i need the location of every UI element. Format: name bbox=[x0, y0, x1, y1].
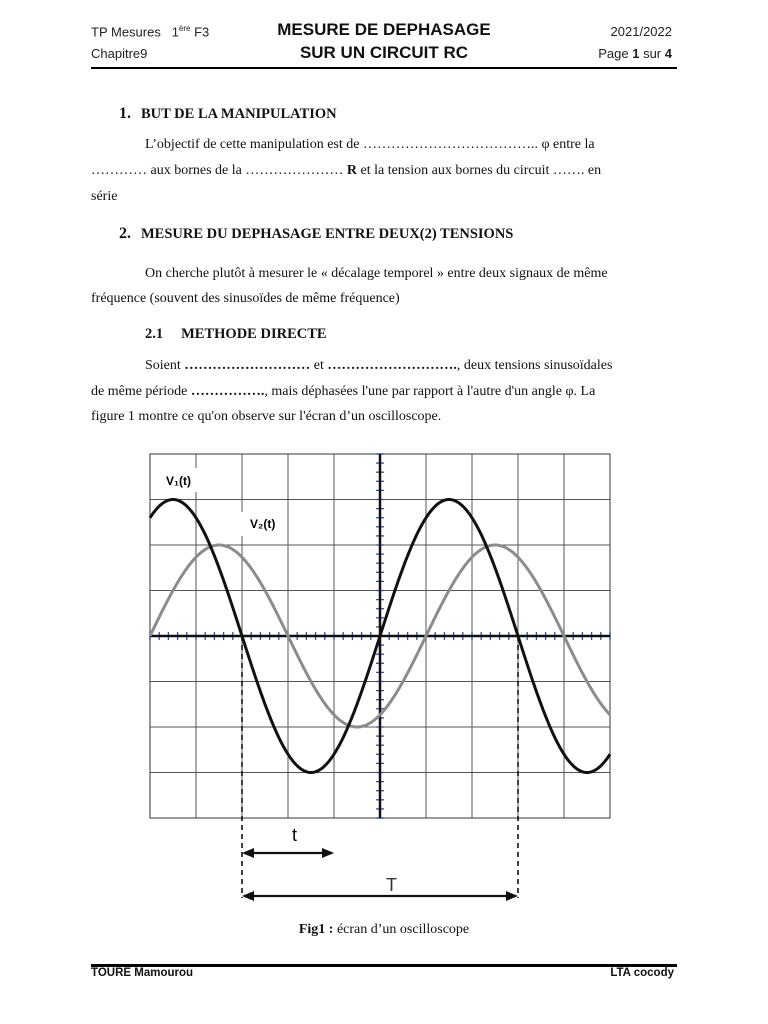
section21-line1 bbox=[145, 353, 612, 379]
caption-label: Fig1 : bbox=[298, 922, 334, 937]
section1-line3: série bbox=[91, 189, 118, 204]
section2-heading bbox=[119, 225, 513, 243]
section21-line2 bbox=[91, 379, 595, 405]
section21-line1-pre: Soient bbox=[145, 358, 185, 373]
footer-school: LTA cocody bbox=[610, 967, 674, 979]
section2-line1: On cherche plutôt à mesurer le « décalage temporel » entre deux signaux de même bbox=[145, 266, 608, 281]
section21-line3: figure 1 montre ce qu'on observe sur l'écran d’un oscilloscope. bbox=[91, 409, 442, 424]
header-title-line2: SUR UN CIRCUIT RC bbox=[299, 43, 469, 62]
header-rule bbox=[91, 67, 677, 69]
t-label: t bbox=[292, 825, 298, 845]
header-year: 2021/2022 bbox=[610, 24, 672, 39]
header-level-number: 1 bbox=[171, 24, 179, 40]
section1-line1: L’objectif de cette manipulation est de ……………………………….. φ entre la bbox=[145, 137, 595, 152]
page-number: 1 bbox=[632, 46, 640, 61]
T-arrow-head-right bbox=[506, 891, 518, 901]
section21-blank1: ……………………… bbox=[184, 358, 311, 373]
section2-number: 2. bbox=[119, 225, 131, 242]
header-title-line1: MESURE DE DEPHASAGE bbox=[277, 20, 491, 39]
oscilloscope-figure bbox=[0, 440, 768, 910]
header-chapter: Chapitre9 bbox=[91, 46, 148, 61]
v1-label: V₁(t) bbox=[166, 474, 191, 488]
section21-blank3: ……………. bbox=[190, 384, 265, 399]
section21-title: METHODE DIRECTE bbox=[181, 326, 327, 342]
T-arrow-head-left bbox=[242, 891, 254, 901]
section1-line2-bold: R bbox=[346, 163, 357, 178]
section2-line2: fréquence (souvent des sinusoïdes de même fréquence) bbox=[91, 291, 400, 306]
header-page bbox=[598, 46, 672, 61]
section21-line2-post: , mais déphasées l'une par rapport à l'autre d'un angle φ. La bbox=[264, 384, 596, 399]
section2-title: MESURE DU DEPHASAGE ENTRE DEUX(2) TENSIONS bbox=[141, 226, 514, 242]
header-class: F3 bbox=[190, 24, 210, 40]
section21-number: 2.1 bbox=[145, 326, 164, 342]
footer-author: TOURE Mamourou bbox=[91, 967, 194, 979]
section1-line2 bbox=[91, 158, 601, 184]
figure-caption bbox=[0, 922, 768, 938]
v2-label: V₂(t) bbox=[250, 517, 276, 531]
t-arrow-head-right bbox=[322, 848, 334, 858]
section1-title: BUT DE LA MANIPULATION bbox=[141, 106, 337, 122]
section1-heading bbox=[119, 105, 337, 123]
section21-heading bbox=[145, 326, 327, 343]
section1-line2-post: et la tension aux bornes du circuit ……. en bbox=[356, 163, 602, 178]
t-arrow-head-left bbox=[242, 848, 254, 858]
section21-line2-pre: de même période bbox=[91, 384, 191, 399]
section21-line1-post: , deux tensions sinusoïdales bbox=[456, 358, 613, 373]
header-level-suffix: ère bbox=[178, 24, 191, 33]
section21-blank2: ………………………. bbox=[327, 358, 457, 373]
section1-number: 1. bbox=[119, 105, 131, 122]
header-course-name: TP Mesures bbox=[91, 24, 161, 40]
section1-line2-pre: ………… aux bornes de la ………………… bbox=[91, 163, 347, 178]
section21-line1-mid: et bbox=[310, 358, 328, 373]
caption-text: écran d’un oscilloscope bbox=[333, 922, 470, 937]
T-label: T bbox=[386, 875, 397, 895]
page-total: 4 bbox=[664, 46, 672, 61]
page-sep: sur bbox=[639, 46, 665, 61]
page-label: Page bbox=[598, 46, 633, 61]
